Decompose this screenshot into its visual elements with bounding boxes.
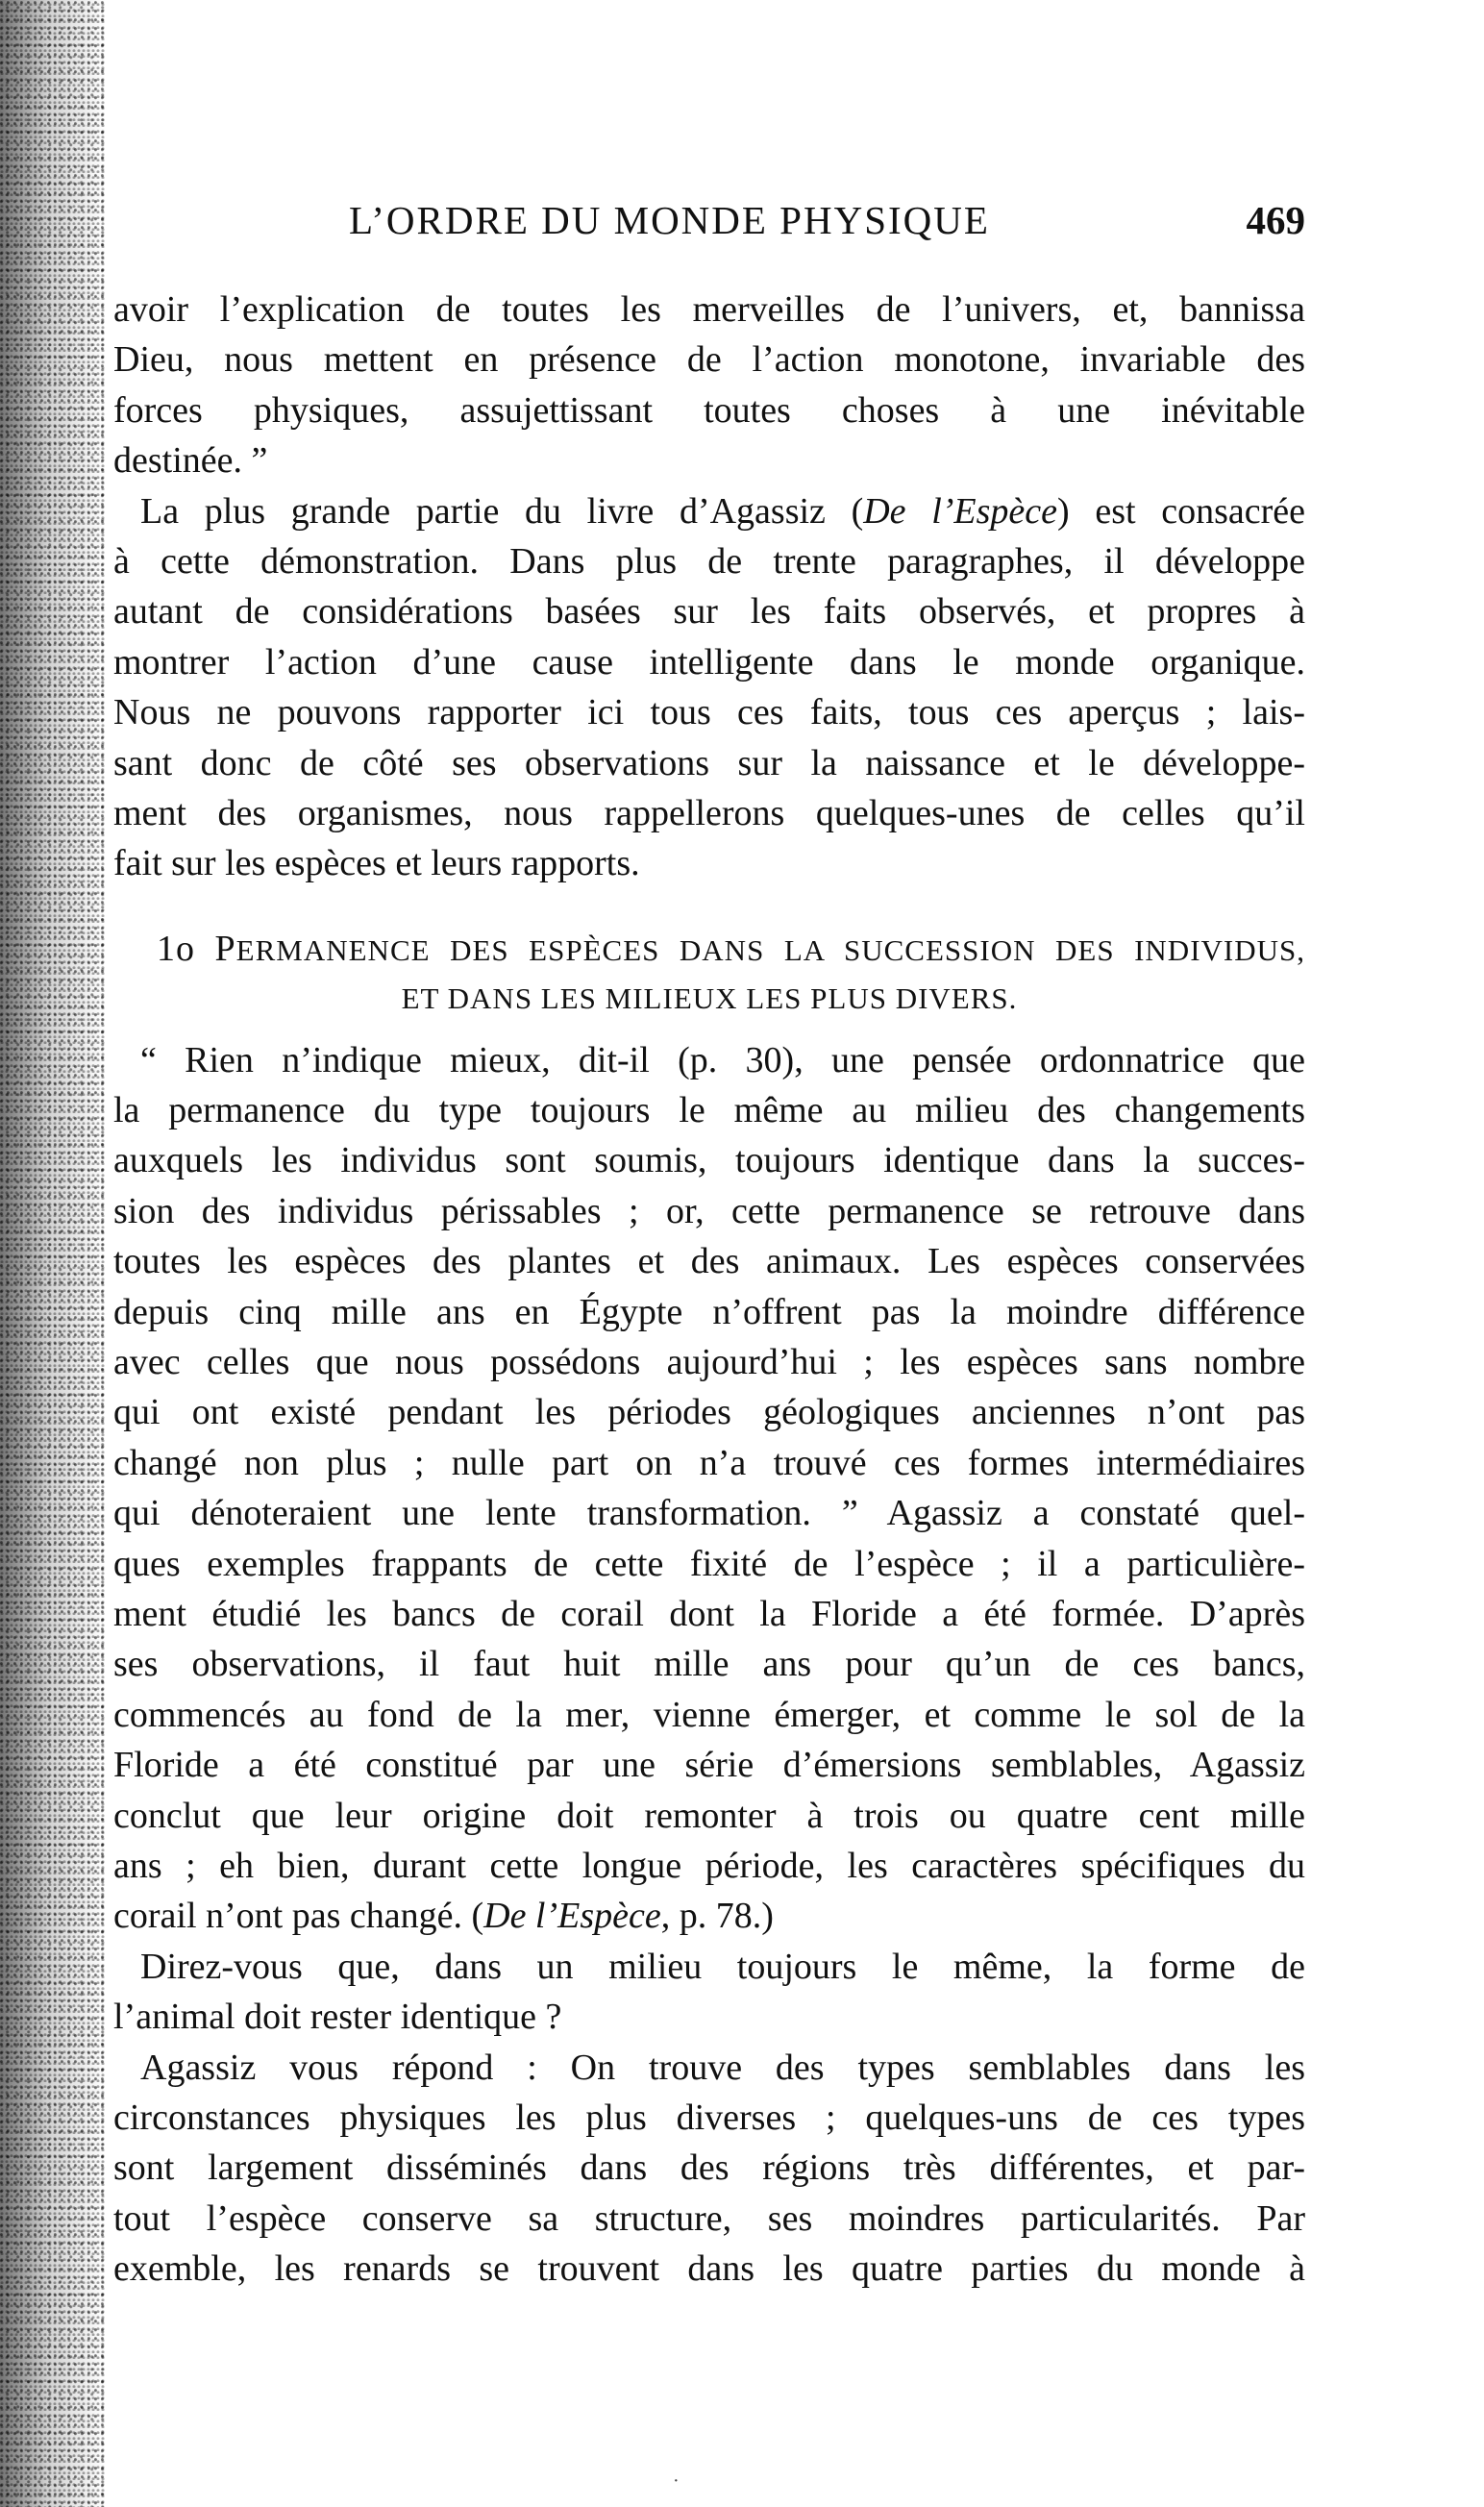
text-line: commencés au fond de la mer, vienne émerger, et comme le sol de la	[113, 1694, 1305, 1735]
text-line: sont largement disséminés dans des régions très différentes, et par-	[113, 2147, 1305, 2189]
book-title: De l’Espèce	[483, 1896, 661, 1937]
spacer	[113, 1024, 1305, 1035]
spacer	[113, 889, 1305, 924]
text-line: sion des individus périssables ; or, cette permanence se retrouve dans	[113, 1190, 1305, 1231]
section-heading-line-2: ET DANS LES MILIEUX LES PLUS DIVERS.	[401, 980, 1018, 1015]
text-line: à cette démonstration. Dans plus de trente paragraphes, il développe	[113, 540, 1305, 582]
text-line: forces physiques, assujettissant toutes choses à une inévitable	[113, 389, 1305, 431]
text-span: corail n’ont pas changé. (	[113, 1896, 484, 1937]
text-line: Nous ne pouvons rapporter ici tous ces faits, tous ces aperçus ; lais-	[113, 692, 1305, 733]
scan-shadow-edge	[0, 0, 106, 2507]
text-line: exemble, les renards se trouvent dans les quatre parties du monde à	[113, 2248, 1305, 2290]
running-title: L’ORDRE DU MONDE PHYSIQUE	[349, 198, 990, 242]
section-heading-line-1	[113, 924, 1305, 974]
paragraph-4	[113, 1942, 1305, 2043]
text-line: montrer l’action d’une cause intelligente dans le monde organique.	[113, 641, 1305, 683]
text-span: , p. 78.)	[660, 1896, 774, 1937]
text-line: avoir l’explication de toutes les merveilles de l’univers, et, bannissa	[113, 289, 1305, 330]
text-line: ans ; eh bien, durant cette longue période, les caractères spécifiques du	[113, 1845, 1305, 1886]
text-line: autant de considérations basées sur les faits observés, et propres à	[113, 591, 1305, 633]
paragraph-3	[113, 1035, 1305, 1942]
page-number: 469	[1246, 198, 1305, 242]
paragraph-2	[113, 486, 1305, 889]
text-line: ment étudié les bancs de corail dont la Floride a été formée. D’après	[113, 1593, 1305, 1634]
text-span: ) est consacrée	[1057, 490, 1305, 532]
text-line: sant donc de côté ses observations sur la naissance et le développe-	[113, 742, 1305, 783]
text-line: ques exemples frappants de cette fixité de l’espèce ; il a particulière-	[113, 1543, 1305, 1584]
text-line	[113, 486, 1305, 536]
text-line: tout l’espèce conserve sa structure, ses moindres particularités. Par	[113, 2197, 1305, 2239]
text-line: Agassiz vous répond : On trouve des types semblables dans les	[140, 2047, 1305, 2088]
heading-rest: ERMANENCE DES ESPÈCES DANS LA SUCCESSION DES INDIVIDUS,	[235, 932, 1305, 967]
text-line: fait sur les espèces et leurs rapports.	[113, 843, 640, 884]
text-line: conclut que leur origine doit remonter à trois ou quatre cent mille	[113, 1795, 1305, 1836]
text-line: “ Rien n’indique mieux, dit-il (p. 30), une pensée ordonnatrice que	[140, 1039, 1305, 1080]
text-line: Direz-vous que, dans un milieu toujours le même, la forme de	[140, 1946, 1305, 1987]
text-line	[113, 1891, 1305, 1941]
text-line: destinée. ”	[113, 440, 268, 482]
text-line: ment des organismes, nous rappellerons quelques-unes de celles qu’il	[113, 792, 1305, 833]
text-line: l’animal doit rester identique ?	[113, 1997, 562, 2038]
text-span: La plus grande partie du livre d’Agassiz (	[140, 490, 864, 532]
scan-specks: ·	[673, 2470, 680, 2492]
text-line: circonstances physiques les plus diverses ; quelques-uns de ces types	[113, 2097, 1305, 2138]
text-line: auxquels les individus sont soumis, toujours identique dans la succes-	[113, 1140, 1305, 1181]
text-line: la permanence du type toujours le même au milieu des changements	[113, 1090, 1305, 1131]
book-title: De l’Espèce	[863, 490, 1058, 532]
section-heading	[113, 924, 1305, 1024]
text-line: depuis cinq mille ans en Égypte n’offrent pas la moindre différence	[113, 1291, 1305, 1332]
body-text	[113, 285, 1305, 2294]
text-line: qui dénoteraient une lente transformation. ” Agassiz a constaté quel-	[113, 1493, 1305, 1534]
text-line: toutes les espèces des plantes et des animaux. Les espèces conservées	[113, 1241, 1305, 1282]
text-line: ses observations, il faut huit mille ans pour qu’un de ces bancs,	[113, 1644, 1305, 1685]
text-line: qui ont existé pendant les périodes géologiques anciennes n’ont pas	[113, 1392, 1305, 1433]
paragraph-1	[113, 285, 1305, 486]
text-line: Floride a été constitué par une série d’émersions semblables, Agassiz	[113, 1745, 1305, 1786]
paragraph-5	[113, 2043, 1305, 2295]
text-line: avec celles que nous possédons aujourd’hui ; les espèces sans nombre	[113, 1342, 1305, 1383]
page-header	[113, 197, 1305, 255]
text-line: changé non plus ; nulle part on n’a trouvé ces formes intermédiaires	[113, 1442, 1305, 1483]
text-line: Dieu, nous mettent en présence de l’action monotone, invariable des	[113, 339, 1305, 381]
section-number: 1o	[157, 928, 195, 969]
heading-initial: P	[214, 928, 236, 969]
